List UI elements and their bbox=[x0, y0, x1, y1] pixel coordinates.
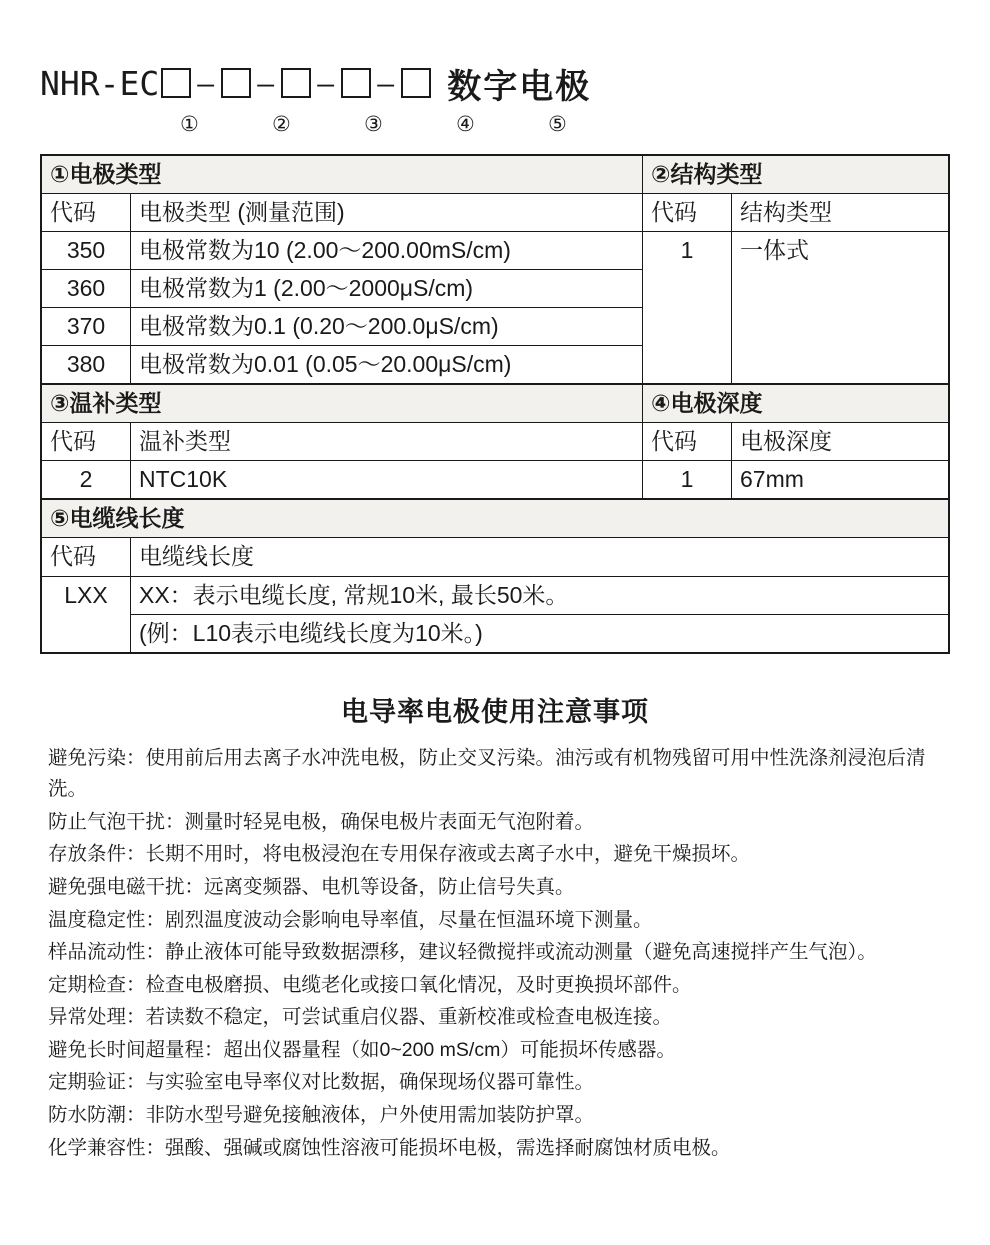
col-header-code-3: 代码 bbox=[41, 423, 131, 461]
table-row bbox=[41, 232, 949, 270]
section-title-structure-type: ②结构类型 bbox=[643, 155, 950, 194]
electrode-type-desc: 电极常数为0.1 (0.20～200.0μS/cm) bbox=[131, 308, 643, 346]
table-row bbox=[41, 384, 949, 423]
note-item: 防水防潮：非防水型号避免接触液体，户外使用需加装防护罩。 bbox=[48, 1103, 595, 1126]
cable-length-desc: XX：表示电缆长度, 常规10米, 最长50米。 bbox=[131, 576, 950, 614]
note-item: 温度稳定性：剧烈温度波动会影响电导率值，尽量在恒温环境下测量。 bbox=[48, 908, 653, 931]
section-title-electrode-type: ①电极类型 bbox=[41, 155, 643, 194]
note-item: 化学兼容性：强酸、强碱或腐蚀性溶液可能损坏电极，需选择耐腐蚀材质电极。 bbox=[48, 1136, 731, 1159]
note-item: 样品流动性：静止液体可能导致数据漂移，建议轻微搅拌或流动测量（避免高速搅拌产生气泡）。 bbox=[48, 941, 877, 964]
col-header-code-4: 代码 bbox=[643, 423, 732, 461]
col-header-name-4: 电极深度 bbox=[732, 423, 950, 461]
model-code-box-3 bbox=[281, 68, 311, 98]
electrode-type-code: 380 bbox=[41, 346, 131, 385]
col-header-name-3: 温补类型 bbox=[131, 423, 643, 461]
note-item: 异常处理：若读数不稳定，可尝试重启仪器、重新校准或检查电极连接。 bbox=[48, 1006, 673, 1029]
table-row bbox=[41, 194, 949, 232]
model-code-box-2 bbox=[221, 68, 251, 98]
model-prefix: NHR-EC bbox=[40, 63, 160, 103]
col-header-code-2: 代码 bbox=[643, 194, 732, 232]
circle-marker-4: ④ bbox=[456, 112, 475, 136]
table-row bbox=[41, 423, 949, 461]
circle-marker-2: ② bbox=[272, 112, 291, 136]
model-code-box-4 bbox=[341, 68, 371, 98]
temp-comp-desc: NTC10K bbox=[131, 461, 643, 500]
specification-table bbox=[40, 154, 950, 654]
col-header-name-5: 电缆线长度 bbox=[131, 538, 950, 576]
note-item: 定期检查：检查电极磨损、电缆老化或接口氧化情况，及时更换损坏部件。 bbox=[48, 973, 692, 996]
model-code-line bbox=[40, 60, 950, 106]
table-row bbox=[41, 538, 949, 576]
model-code-box-1 bbox=[161, 68, 191, 98]
electrode-type-desc: 电极常数为10 (2.00～200.00mS/cm) bbox=[131, 232, 643, 270]
structure-type-desc: 一体式 bbox=[732, 232, 950, 385]
table-row bbox=[41, 155, 949, 194]
temp-comp-code: 2 bbox=[41, 461, 131, 500]
model-dash-3: – bbox=[317, 66, 336, 100]
col-header-code-1: 代码 bbox=[41, 194, 131, 232]
table-row bbox=[41, 614, 949, 653]
section-title-electrode-depth: ④电极深度 bbox=[643, 384, 950, 423]
electrode-type-code: 370 bbox=[41, 308, 131, 346]
electrode-type-desc: 电极常数为1 (2.00～2000μS/cm) bbox=[131, 270, 643, 308]
electrode-type-desc: 电极常数为0.01 (0.05～20.00μS/cm) bbox=[131, 346, 643, 385]
structure-type-code: 1 bbox=[643, 232, 732, 385]
electrode-depth-code: 1 bbox=[643, 461, 732, 500]
electrode-type-code: 360 bbox=[41, 270, 131, 308]
model-dash-2: – bbox=[257, 66, 276, 100]
section-title-temp-comp: ③温补类型 bbox=[41, 384, 643, 423]
circle-marker-5: ⑤ bbox=[548, 112, 567, 136]
model-code-legend bbox=[40, 108, 950, 140]
circle-marker-3: ③ bbox=[364, 112, 383, 136]
note-item: 防止气泡干扰：测量时轻晃电极，确保电极片表面无气泡附着。 bbox=[48, 810, 595, 833]
note-item: 避免污染：使用前后用去离子水冲洗电极，防止交叉污染。油污或有机物残留可用中性洗涤剂浸泡后清洗。 bbox=[48, 746, 926, 801]
notes-list bbox=[40, 743, 950, 1165]
col-header-name-1: 电极类型 (测量范围) bbox=[131, 194, 643, 232]
col-header-name-2: 结构类型 bbox=[732, 194, 950, 232]
notes-title: 电导率电极使用注意事项 bbox=[341, 696, 649, 727]
section-title-cable-length: ⑤电缆线长度 bbox=[41, 499, 949, 538]
product-name: 数字电极 bbox=[447, 67, 592, 106]
note-item: 存放条件：长期不用时，将电极浸泡在专用保存液或去离子水中，避免干燥损坏。 bbox=[48, 843, 751, 866]
model-dash-1: – bbox=[197, 66, 216, 100]
electrode-type-code: 350 bbox=[41, 232, 131, 270]
note-item: 定期验证：与实验室电导率仪对比数据，确保现场仪器可靠性。 bbox=[48, 1071, 595, 1094]
table-row bbox=[41, 499, 949, 538]
note-item: 避免长时间超量程：超出仪器量程（如0~200 mS/cm）可能损坏传感器。 bbox=[48, 1038, 676, 1061]
note-item: 避免强电磁干扰：远离变频器、电机等设备，防止信号失真。 bbox=[48, 875, 575, 898]
cable-length-code: LXX bbox=[41, 576, 131, 653]
table-row bbox=[41, 461, 949, 500]
col-header-code-5: 代码 bbox=[41, 538, 131, 576]
circle-marker-1: ① bbox=[180, 112, 199, 136]
electrode-depth-desc: 67mm bbox=[732, 461, 950, 500]
cable-length-example: (例：L10表示电缆线长度为10米。) bbox=[131, 614, 950, 653]
model-dash-4: – bbox=[377, 66, 396, 100]
table-row bbox=[41, 576, 949, 614]
model-code-box-5 bbox=[401, 68, 431, 98]
